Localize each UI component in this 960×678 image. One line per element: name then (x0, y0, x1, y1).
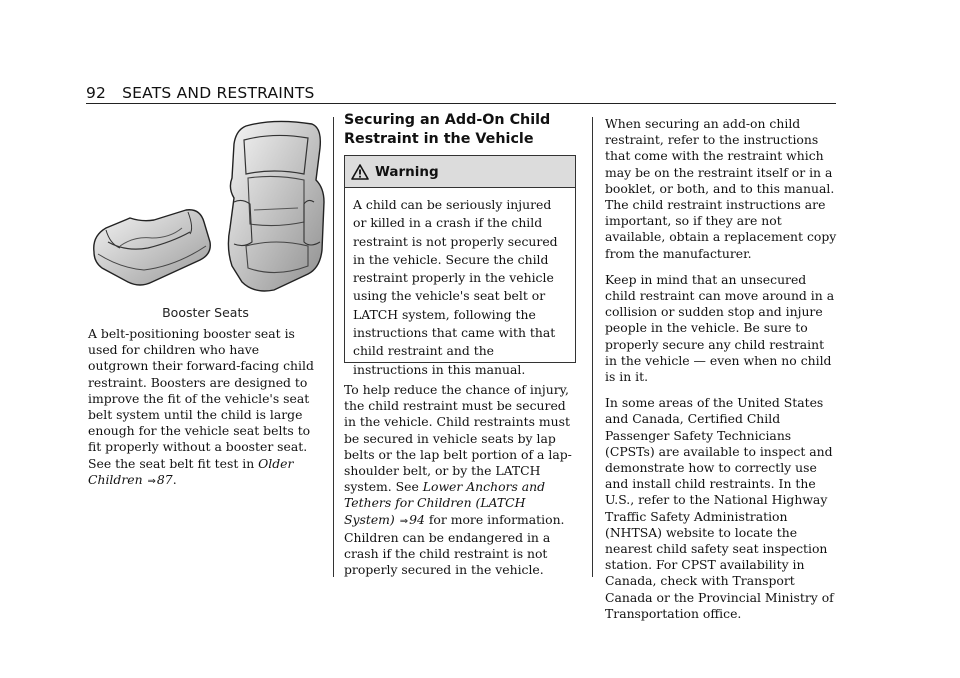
subsection-heading: Securing an Add-On Child Restraint in the Vehicle (344, 112, 551, 147)
warning-label: Warning (375, 163, 439, 180)
figure-caption: Booster Seats (162, 305, 249, 320)
text-run: for more information. Children can be endangered in a crash if the child restraint is not properly secured in the vehicle. (344, 511, 565, 578)
column-divider (333, 117, 334, 577)
middle-column (344, 382, 580, 588)
warning-box (344, 155, 576, 377)
backless-booster-seat-illustration (90, 192, 214, 288)
page-header (86, 84, 315, 102)
high-back-booster-seat-illustration (224, 118, 328, 296)
header-rule (86, 103, 836, 104)
warning-header (345, 156, 575, 188)
warning-triangle-icon (351, 164, 369, 180)
paragraph: In some areas of the United States and Canada, Certified Child Passenger Safety Technicians (CPSTs) are available to inspect and demonstrate how to correctly use and install child restraints. In the U.S., refer to the National Highway Traffic Safety Administration (NHTSA) website to locate the nearest child safety seat inspection station. For CPST availability in Canada, check with Transport Canada or the Provincial Ministry of Transportation office. (605, 395, 834, 621)
page-ref-arrow-icon: ⇒ (147, 475, 156, 487)
warning-text: A child can be seriously injured or killed in a crash if the child restraint is not properly secured in the vehicle. Secure the child restraint properly in the vehicle using the vehicle's seat belt or LATCH system, following the instructions that came with that child restraint and the instructions in this manual. (353, 197, 558, 377)
xref-link-older-children[interactable]: Older Children (88, 455, 294, 487)
section-title: SEATS AND RESTRAINTS (122, 84, 315, 102)
right-column (605, 116, 837, 632)
page-number: 92 (86, 84, 107, 102)
paragraph: When securing an add-on child restraint, refer to the instructions that come with the restraint which may be on the restraint itself or in a booklet, or both, and to this manual. The child restraint instructions are important, so if they are not available, obtain a replacement copy from the manufacturer. (605, 116, 837, 261)
text-run: To help reduce the chance of injury, the child restraint must be secured in the vehicle. Child restraints must be secured in vehicle seats by lap belts or the lap belt portion of a lap-shoulder belt, or by the LATCH system. See (344, 382, 572, 495)
booster-paragraph (88, 326, 323, 490)
securing-paragraph (344, 382, 580, 578)
page-ref-arrow-icon: ⇒ (399, 515, 409, 527)
text-run: A belt-positioning booster seat is used for children who have outgrown their forward-facing child restraint. Boosters are designed to improve the fit of the vehicle's seat belt system until the child is large enough for the vehicle seat belts to fit properly without a booster seat. See the seat belt fit test in (88, 326, 314, 471)
left-column (88, 326, 323, 500)
column-divider (592, 117, 593, 577)
xref-page-number[interactable]: 94 (409, 511, 425, 527)
text-run: . (172, 471, 177, 487)
xref-link-latch[interactable]: Lower Anchors and Tethers for Children (LATCH System) (344, 479, 546, 527)
paragraph: Keep in mind that an unsecured child restraint can move around in a collision or sudden stop and injure people in the vehicle. Be sure to properly secure any child restraint in the vehicle — even when no child is in it. (605, 271, 835, 385)
xref-page-number[interactable]: 87 (156, 471, 173, 487)
